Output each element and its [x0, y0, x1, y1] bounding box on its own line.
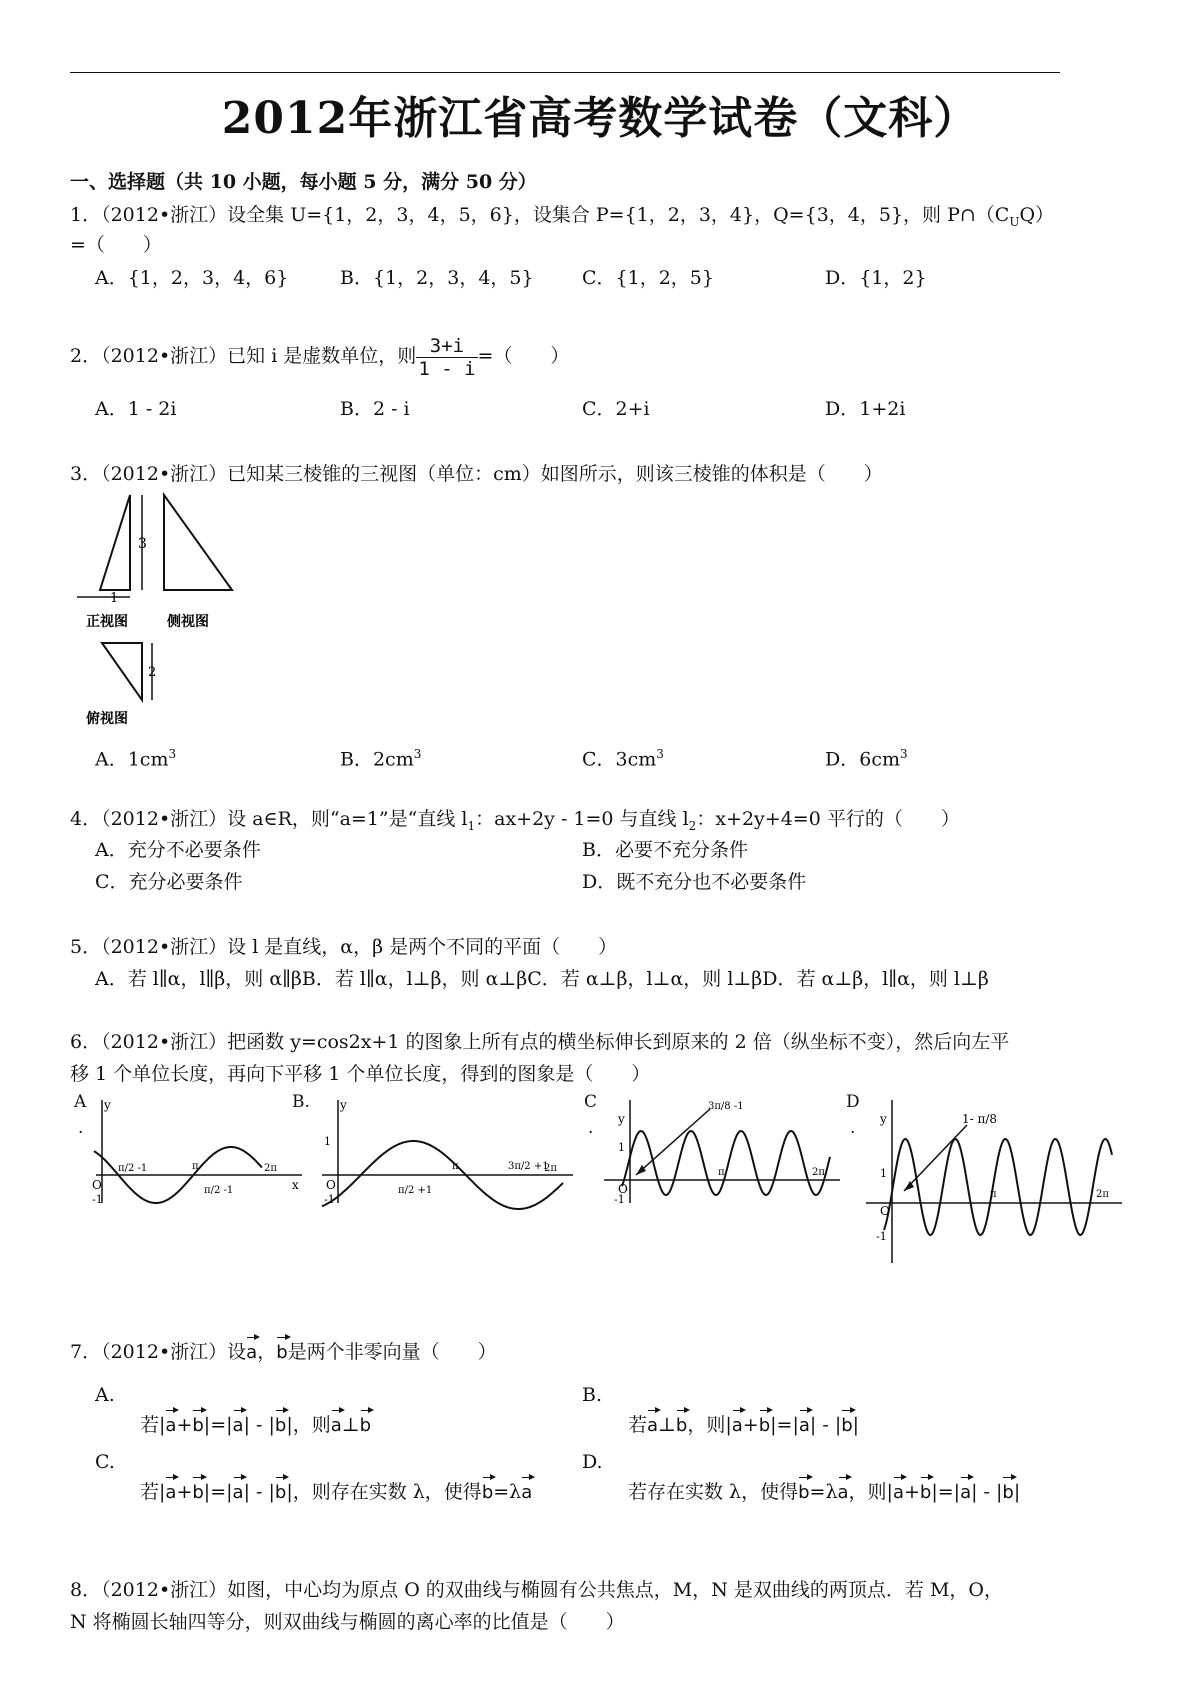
svg-text:1: 1 [880, 1167, 887, 1180]
svg-text:O: O [618, 1182, 628, 1196]
graph-c-curve [622, 1131, 830, 1195]
q3-option-d[interactable]: D．$6cm^3$ [825, 747, 908, 771]
q1-stem-cont: =（ ） [70, 234, 162, 256]
svg-text:1: 1 [618, 1141, 625, 1154]
q4-option-b[interactable]: B．必要不充分条件 [582, 839, 748, 861]
q6-graph-b[interactable] [318, 1095, 578, 1210]
q3-option-c[interactable]: C．$3cm^3$ [582, 747, 664, 771]
q6-label-d-dot: . [850, 1118, 856, 1138]
svg-text:3π/8 -1: 3π/8 -1 [708, 1101, 744, 1112]
q7-option-b[interactable]: 若a⊥b，则|a+b|=|a| - |b| [628, 1414, 860, 1436]
q6-label-a-dot: . [78, 1118, 84, 1138]
svg-text:3π/2 +1: 3π/2 +1 [508, 1161, 549, 1172]
q4-option-c[interactable]: C．充分必要条件 [95, 871, 243, 893]
svg-text:O: O [326, 1178, 336, 1192]
q2-option-c[interactable]: C．2+i [582, 398, 650, 420]
graph-d-curve [884, 1139, 1112, 1235]
top-rule [70, 72, 1060, 73]
q1-option-a[interactable]: A．{1，2，3，4，6} [95, 267, 289, 289]
q2-stem: 2．（2012•浙江）已知 i 是虚数单位，则 $\frac{3+i}{1 - i}$ =（ ） [70, 334, 570, 380]
svg-text:π/2 -1: π/2 -1 [204, 1185, 234, 1196]
q2-fraction: $\frac{3+i}{1 - i}$ [418, 334, 476, 380]
svg-text:-1: -1 [614, 1193, 625, 1206]
q6-graph-a[interactable] [92, 1095, 307, 1210]
svg-text:y: y [104, 1098, 111, 1112]
q2-option-a[interactable]: A．1 - 2i [95, 398, 177, 420]
svg-text:x: x [292, 1178, 299, 1192]
q8-stem-cont: N 将椭圆长轴四等分，则双曲线与椭圆的离心率的比值是（ ） [70, 1611, 625, 1633]
svg-text:2π: 2π [544, 1163, 557, 1174]
q7-option-c[interactable]: 若|a+b|=|a| - |b|，则存在实数 λ，使得b=λa [140, 1481, 533, 1503]
width-label: 1 [110, 591, 119, 606]
q6-label-a[interactable]: A [74, 1092, 87, 1112]
svg-text:π: π [718, 1167, 725, 1178]
section-heading: 一、选择题（共 10 小题，每小题 5 分，满分 50 分） [70, 171, 537, 193]
svg-text:-1: -1 [876, 1230, 887, 1243]
svg-text:y: y [618, 1112, 625, 1126]
q1-stem: 1．（2012•浙江）设全集 U={1，2，3，4，5，6}，设集合 P={1，2，3，4}，Q={3，4，5}，则 $P\cap(C_UQ)$ [70, 204, 1055, 229]
svg-text:y: y [340, 1098, 347, 1112]
q7-option-a[interactable]: 若|a+b|=|a| - |b|，则a⊥b [140, 1414, 372, 1436]
svg-text:2π: 2π [264, 1163, 277, 1174]
depth-label: 2 [148, 665, 157, 680]
q3-option-a[interactable]: A．$1cm^3$ [95, 747, 177, 771]
svg-text:O: O [880, 1204, 890, 1218]
svg-text:π: π [192, 1161, 199, 1172]
front-view-caption: 正视图 [86, 614, 128, 630]
svg-text:1: 1 [324, 1135, 331, 1148]
q6-label-b[interactable]: B. [292, 1092, 310, 1112]
q7-option-d[interactable]: 若存在实数 λ，使得b=λa，则|a+b|=|a| - |b| [628, 1481, 1021, 1503]
svg-text:2π: 2π [1096, 1189, 1109, 1200]
q6-stem-cont: 移 1 个单位长度，再向下平移 1 个单位长度，得到的图象是（ ） [70, 1063, 651, 1085]
q4-option-a[interactable]: A．充分不必要条件 [95, 839, 261, 861]
q7-label-a[interactable]: A. [95, 1384, 115, 1406]
height-label: 3 [138, 536, 147, 552]
q1-option-c[interactable]: C．{1，2，5} [582, 267, 714, 289]
q3-three-view-figure [72, 490, 252, 730]
top-view-shape [102, 643, 142, 700]
q3-stem: 3．（2012•浙江）已知某三棱锥的三视图（单位：cm）如图所示，则该三棱锥的体积是（ ） [70, 463, 883, 485]
q7-label-c[interactable]: C. [95, 1451, 115, 1473]
svg-text:-1: -1 [324, 1193, 335, 1206]
q2-option-b[interactable]: B．2 - i [340, 398, 410, 420]
q7-label-b[interactable]: B. [582, 1384, 603, 1406]
svg-text:π: π [990, 1189, 997, 1200]
svg-text:π: π [452, 1161, 459, 1172]
q4-option-d[interactable]: D．既不充分也不必要条件 [582, 871, 807, 893]
q4-stem: 4．（2012•浙江）设 a∈R，则“a=1”是“直线 $l_1$：ax+2y - 1=0 与直线 $l_2$：x+2y+4=0 平行的（ ） [70, 808, 960, 833]
q5-options[interactable]: A．若 l∥α，l∥β，则 α∥βB．若 l∥α，l⊥β，则 α⊥βC．若 α⊥β，l⊥α，则 l⊥βD．若 α⊥β，l∥α，则 l⊥β [95, 968, 989, 990]
front-view-shape [100, 495, 130, 590]
q5-stem: 5．（2012•浙江）设 l 是直线，α，β 是两个不同的平面（ ） [70, 936, 618, 958]
q6-stem: 6．（2012•浙江）把函数 y=cos2x+1 的图象上所有点的横坐标伸长到原来的 2 倍（纵坐标不变），然后向左平 [70, 1031, 1010, 1053]
q8-stem: 8．（2012•浙江）如图，中心均为原点 O 的双曲线与椭圆有公共焦点，M，N 是双曲线的两顶点．若 M，O， [70, 1579, 1003, 1601]
q3-option-b[interactable]: B．$2cm^3$ [340, 747, 422, 771]
side-view-shape [164, 495, 232, 590]
q6-graph-c[interactable] [600, 1095, 845, 1210]
q7-stem: 7．（2012•浙江）设a，b是两个非零向量（ ） [70, 1341, 497, 1363]
q6-label-c[interactable]: C [584, 1092, 598, 1112]
q6-graph-d[interactable] [862, 1095, 1127, 1270]
q7-label-d[interactable]: D. [582, 1451, 603, 1473]
svg-text:-1: -1 [92, 1193, 103, 1206]
svg-text:1- π/8: 1- π/8 [962, 1112, 998, 1126]
q1-option-d[interactable]: D．{1，2} [825, 267, 927, 289]
svg-text:π/2 +1: π/2 +1 [398, 1185, 433, 1196]
svg-text:2π: 2π [812, 1167, 825, 1178]
svg-text:y: y [880, 1112, 887, 1126]
q6-label-c-dot: . [588, 1118, 594, 1138]
q2-option-d[interactable]: D．1+2i [825, 398, 906, 420]
page-title: 2012年浙江省高考数学试卷（文科） [221, 93, 979, 144]
q6-label-d[interactable]: D [846, 1092, 860, 1112]
svg-text:O: O [92, 1178, 102, 1192]
side-view-caption: 侧视图 [167, 614, 209, 630]
q1-option-b[interactable]: B．{1，2，3，4，5} [340, 267, 534, 289]
svg-text:π/2 -1: π/2 -1 [118, 1163, 148, 1174]
top-view-caption: 俯视图 [86, 711, 128, 727]
